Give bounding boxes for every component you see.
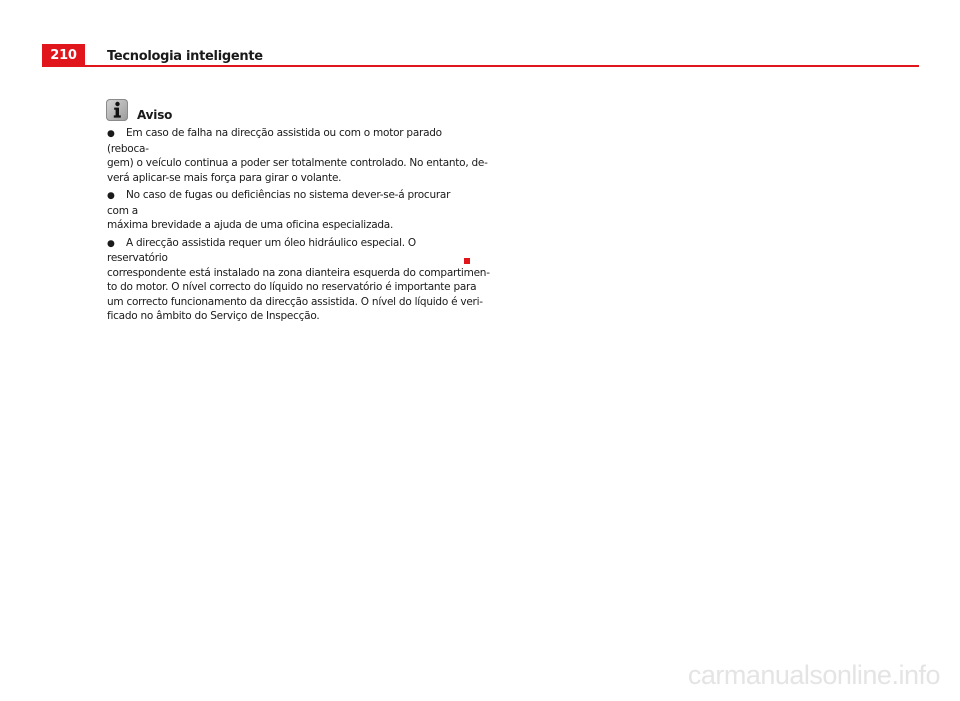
notice-text: ficado no âmbito do Serviço de Inspecção. xyxy=(107,310,320,322)
notice-text: Em caso de falha na direcção assistida ou com o motor parado (reboca- xyxy=(107,127,442,155)
notice-text: um correcto funcionamento da direcção assistida. O nível do líquido é veri- xyxy=(107,295,483,308)
notice-heading: Aviso xyxy=(137,108,173,122)
notice-text: verá aplicar-se mais força para girar o volante. xyxy=(107,171,342,184)
bullet: ● xyxy=(107,238,115,249)
notice-text: máxima brevidade a ajuda de uma oficina especializada. xyxy=(107,219,394,231)
notice-text: A direcção assistida requer um óleo hidráulico especial. O reservatório xyxy=(107,236,416,264)
bullet: ● xyxy=(107,191,115,201)
watermark: carmanualsonline.info xyxy=(687,660,940,690)
bullet: ● xyxy=(107,129,115,139)
page-title: Tecnologia inteligente xyxy=(107,49,263,64)
header-rule xyxy=(85,65,919,67)
page-number-badge: 210 xyxy=(42,44,85,67)
notice-item xyxy=(107,188,465,233)
section-end-marker xyxy=(464,258,470,264)
notice-body xyxy=(107,126,490,327)
notice-item xyxy=(107,236,490,324)
notice-text: gem) o veículo continua a poder ser totalmente controlado. No entanto, de- xyxy=(107,157,488,169)
info-icon xyxy=(106,99,128,121)
notice-text: correspondente está instalado na zona dianteira esquerda do compartimen- xyxy=(107,266,490,279)
notice-text: to do motor. O nível correcto do líquido no reservatório é importante para xyxy=(107,281,477,293)
notice-item xyxy=(107,126,488,185)
notice-text: No caso de fugas ou deficiências no sistema dever-se-á procurar com a xyxy=(107,189,451,217)
